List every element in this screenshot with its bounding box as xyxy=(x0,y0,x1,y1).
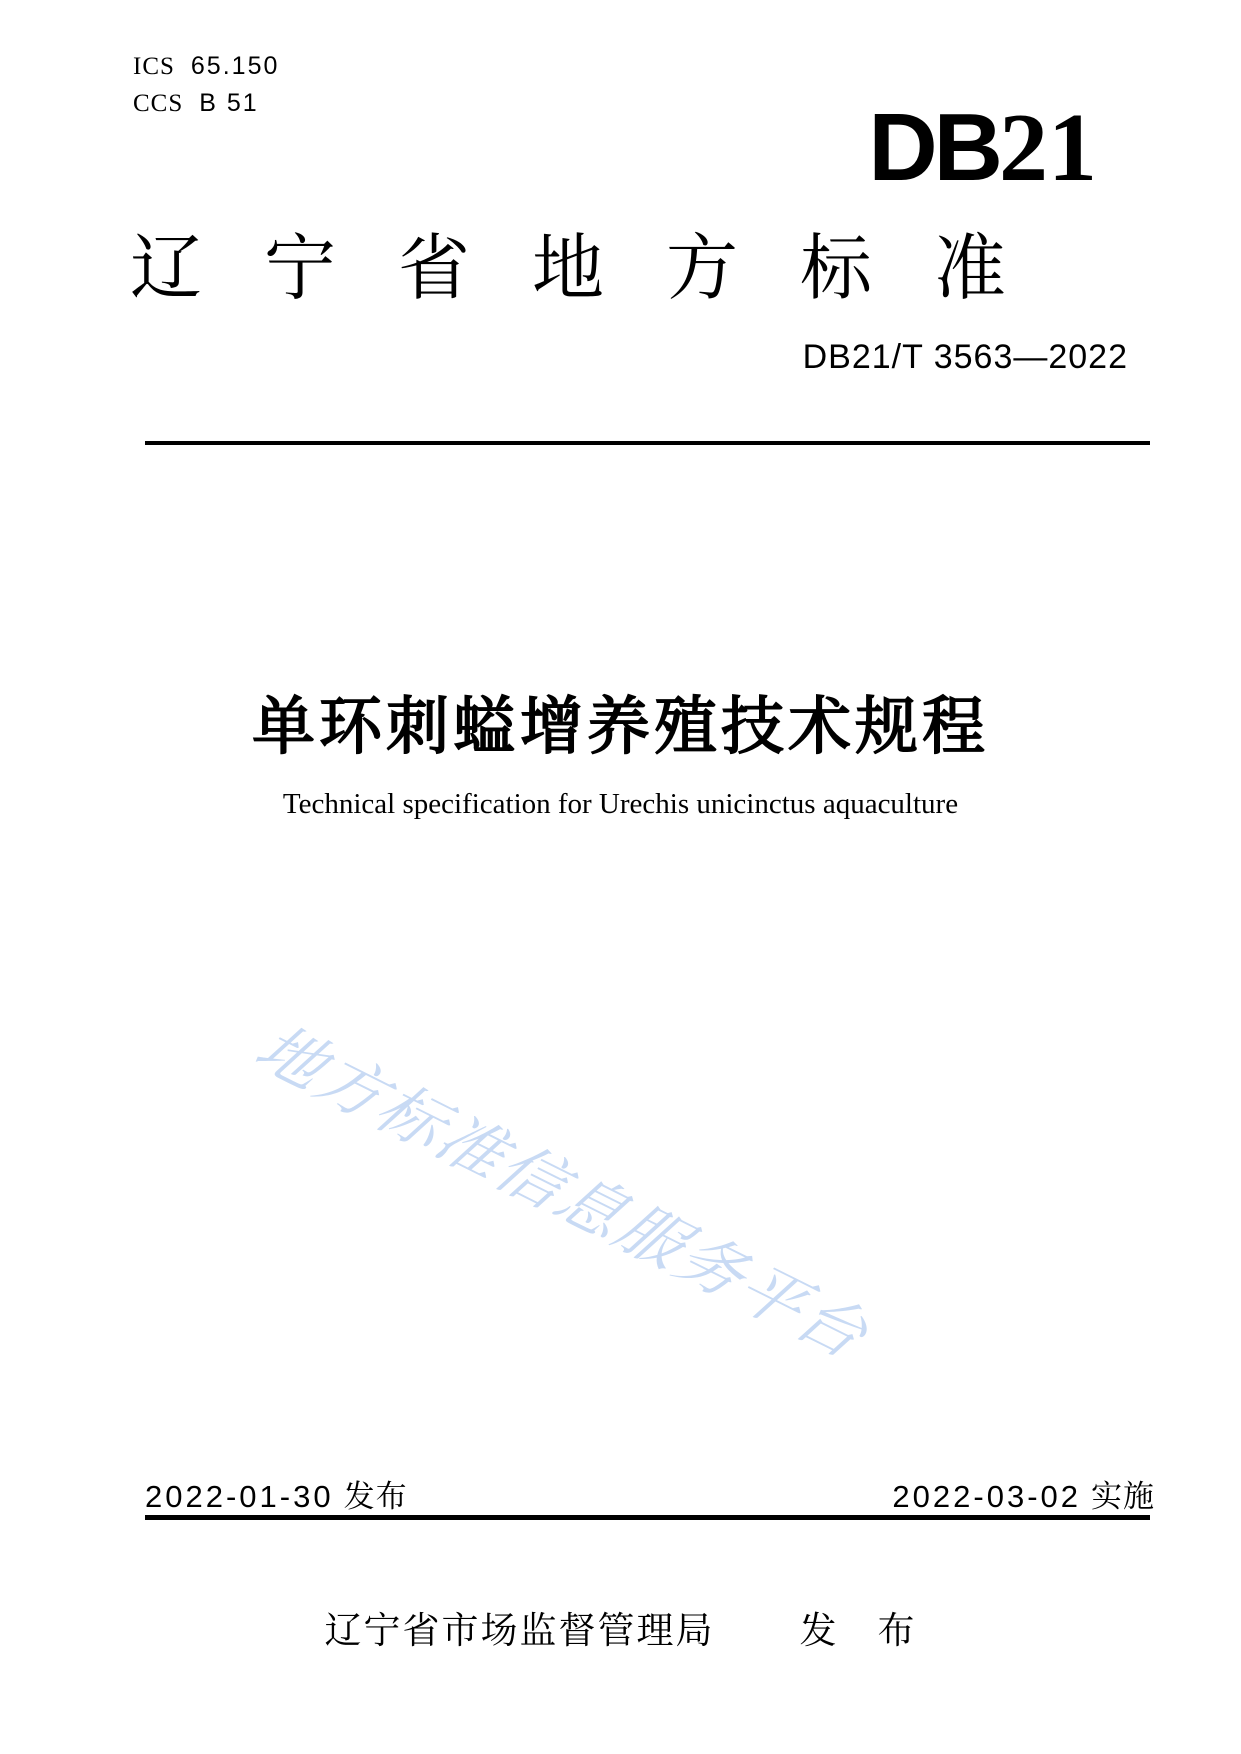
issue-date-block xyxy=(145,1471,408,1516)
db21-logo-21: 21 xyxy=(999,94,1097,202)
document-title-chinese: 单环刺螠增养殖技术规程 xyxy=(252,692,989,762)
diagonal-watermark: 地方标准信息服务平台 xyxy=(242,1012,884,1372)
standard-type-headline: 辽宁省地方标准 xyxy=(130,229,1069,309)
publish-action: 发 布 xyxy=(799,1610,917,1651)
ics-value: 65.150 xyxy=(190,52,280,80)
footer-divider-line xyxy=(145,1515,1150,1520)
implement-date: 2022-03-02 xyxy=(892,1479,1081,1514)
ccs-label: CCS xyxy=(133,90,184,117)
footer-dates-row xyxy=(145,1471,1155,1516)
implement-label: 实施 xyxy=(1091,1479,1155,1514)
ics-label: ICS xyxy=(133,53,175,80)
ccs-value: B 51 xyxy=(199,89,259,117)
classification-codes xyxy=(133,48,279,122)
ccs-line xyxy=(133,85,279,122)
db21-logo xyxy=(868,94,1097,202)
db21-logo-db: DB xyxy=(868,94,999,201)
publisher-line xyxy=(0,1600,1241,1654)
document-title-english: Technical specification for Urechis unicinctus aquaculture xyxy=(282,788,959,820)
publisher-name: 辽宁省市场监督管理局 xyxy=(324,1610,715,1651)
issue-date: 2022-01-30 xyxy=(145,1479,334,1514)
implement-date-block xyxy=(892,1471,1155,1516)
ics-line xyxy=(133,48,279,85)
header-divider-line xyxy=(145,441,1150,445)
standard-number: DB21/T 3563—2022 xyxy=(802,338,1128,376)
issue-label: 发布 xyxy=(343,1479,408,1514)
